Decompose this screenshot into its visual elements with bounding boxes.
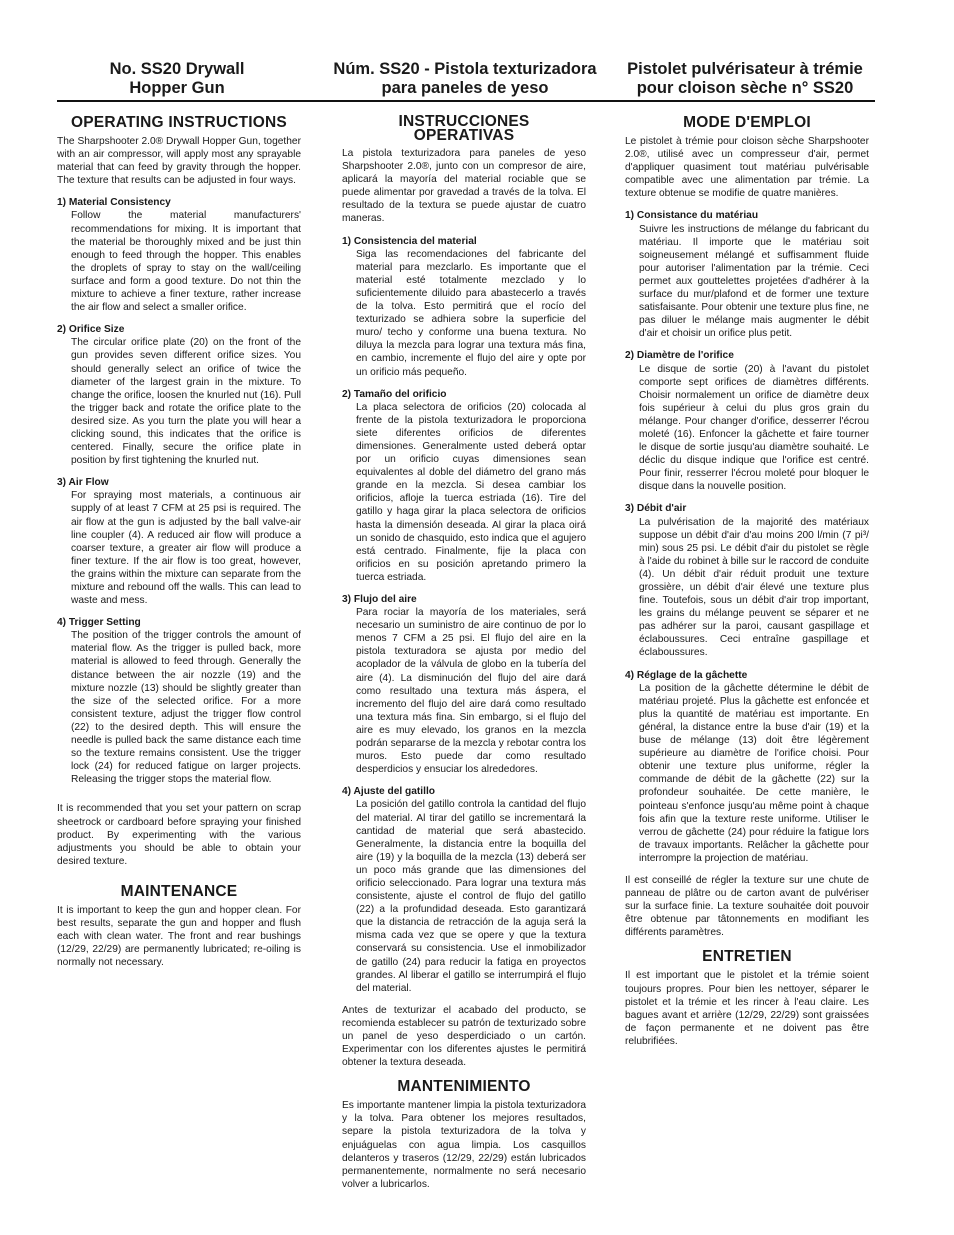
title-english	[57, 60, 297, 98]
section-heading-operating: INSTRUCCIONES OPERATIVAS	[398, 113, 530, 144]
subsection-body: Suivre les instructions de mélange du fabricant du matériau. Il importe que le matériau soit soigneusement mélangé et suffisamment fluide pour autoriser l'alimentation par la trémie. Ceci permet aux gouttelettes projetées d'adhérer à la surface du mur/plafond et de former une texture satisfaisante. Pour obtenir une texture plus fine, ne pas diluer le mélange mais augmenter le débit d'air et choisir un orifice plus petit.	[639, 223, 869, 340]
section-heading-maintenance: MANTENIMIENTO	[397, 1078, 531, 1096]
closing-paragraph: Antes de texturizar el acabado del producto, se recomienda establecer su patrón de texturizado sobre un panel de yeso desperdiciado o un cartón. Experimentar con los diferentes ajustes le permitirá obtener la textura deseada.	[342, 1004, 586, 1069]
subsection-body: For spraying most materials, a continuous air supply of at least 7 CFM at 25 psi is required. The air flow at the gun is adjusted by the ball valve-air line coupler (4). A reduced air flow will produce a coarser texture, a greater air flow will produce a finer texture. If the air flow is too great, however, the grains within the mixture can separate from the mixture and rebound off the walls. This can lead to waste and mess.	[71, 490, 301, 607]
subsection-body: Para rociar la mayoría de los materiales, será necesario un suministro de aire continuo de por lo menos 7 CFM a 25 psi. El flujo del aire en la pistola texturadora se ajusta por medio del acoplador de la válvula de globo en la tubería del aire (4). La disminución del flujo del aire dará como resultado una textura más áspera, el incremento del flujo del aire dará como resultado una textura más fina. Sin embargo, si el flujo del aire es muy elevado, los granos en la mezcla podrán separarse de la mezcla y rebotar contra los muros. Esto puede dar como resultado desperdicios y ensuciar los alrededores.	[356, 607, 586, 776]
title-spanish-line1: Núm. SS20 - Pistola texturizadora	[333, 60, 597, 78]
intro-paragraph: La pistola texturizadora para paneles de yeso Sharpshooter 2.0®, junto con un compresor de aire, aplicará la mayoría del material rociable que se puede alimentar por gravedad a través de la tolva. El resultado de la textura se puede ajustar de cuatro maneras.	[342, 148, 586, 225]
subsection-body: Le disque de sortie (20) à l'avant du pistolet comporte sept orifices de diamètres différents. Choisir normalement un orifice de diamètre deux fois supérieur à celui du plus gros grain du mélange. Pour changer d'orifice, desserrer l'écrou moleté (16). Enfoncer la gâchette et faire tourner le disque de sortie jusqu'au diamètre souhaité. Le déclic du disque indique que l'orifice est centré. Pour finir, resserrer l'écrou moleté pour bloquer le disque dans la nouvelle position.	[639, 363, 869, 493]
title-french-line2: pour cloison sèche n° SS20	[636, 79, 854, 97]
subsection-title: 4) Trigger Setting	[57, 617, 141, 629]
subsection-title: 3) Débit d'air	[625, 503, 687, 515]
subsection-title: 1) Consistance du matériau	[625, 210, 759, 222]
subsection-title: 1) Material Consistency	[57, 197, 171, 209]
intro-paragraph: The Sharpshooter 2.0® Drywall Hopper Gun, together with an air compressor, will apply most any sprayable material that can feed by gravity through the hopper. The texture that results can be adjusted in four ways.	[57, 136, 301, 187]
subsection-title: 2) Diamètre de l'orifice	[625, 350, 734, 362]
intro-paragraph: Le pistolet à trémie pour cloison sèche Sharpshooter 2.0®, utilisé avec un compresseur d'air, permet d'appliquer quasiment tout matériau pulvérisable compatible avec une alimentation par trémie. La texture obtenue se modifie de quatre manières.	[625, 136, 869, 200]
maintenance-paragraph: Es importante mantener limpia la pistola texturizadora y la tolva. Para obtener los mejores resultados, separe la pistola texturizadora de la tolva y enjuáguelas con agua limpia. Los casquillos delanteros y traseros (12/29, 22/29) están lubricados permanentemente, normalmente no será necesario volver a lubricarlos.	[342, 1100, 586, 1190]
title-english-line2: Hopper Gun	[129, 79, 225, 97]
closing-paragraph: It is recommended that you set your pattern on scrap sheetrock or cardboard before spraying your finished product. By experimenting with the various adjustments you should be able to obtain your desired texture.	[57, 803, 301, 867]
subsection-title: 3) Air Flow	[57, 477, 109, 489]
section-heading-maintenance: ENTRETIEN	[702, 948, 792, 966]
maintenance-paragraph: Il est important que le pistolet et la trémie soient toujours propres. Pour bien les nettoyer, séparer le pistolet et la trémie et les rincer à l'eau claire. Les bagues avant et arrière (12/29, 22/29) sont graissées de façon permanente et ne doivent pas être relubrifiées.	[625, 970, 869, 1047]
subsection-title: 2) Orifice Size	[57, 324, 125, 336]
subsection-title: 2) Tamaño del orificio	[342, 388, 447, 400]
title-french-line1: Pistolet pulvérisateur à trémie	[627, 60, 863, 78]
column-french	[625, 115, 869, 1057]
title-english-line1: No. SS20 Drywall	[109, 60, 245, 78]
subsection-body: The position of the trigger controls the amount of material flow. As the trigger is pulled back, more material is allowed to feed through. Generally the distance between the air nozzle (19) and the mixture nozzle (13) should be slightly greater than the size of the selected orifice. For a more consistent texture, adjust the trigger flow control (22) to the desired depth. This will ensure the needle is pulled back the same distance each time so the texture remains consistent. Use the trigger lock (24) for reduced fatigue on larger projects. Releasing the trigger stops the material flow.	[71, 630, 301, 786]
subsection-body: Follow the material manufacturers' recommendations for mixing. It is important that the material be thoroughly mixed and be just thin enough to feed through the hopper. This enables the droplets of spray to stay on the wall/ceiling surface and form a good texture. Do not thin the mixture to achieve a finer texture, rather increase the air flow and select a smaller orifice.	[71, 210, 301, 314]
subsection-body: La position de la gâchette détermine le débit de matériau projeté. Plus la gâchette est enfoncée et plus la quantité de matériau est importante. En général, la distance entre la buse d'air (19) et la buse de mélange (13) doit être légèrement supérieure au diamètre de l'orifice choisi. Pour obtenir une texture plus uniforme, régler la commande de débit de la gâchette (22) sur la profondeur souhaitée. De cette manière, le pointeau s'enfonce jusqu'au même point à chaque fois afin que la texture reste uniforme. Utiliser le verrou de gâchette (24) pour réduire la fatigue lors de travaux importants. Relâcher la gâchette pour interrompre la projection de matériau.	[639, 682, 869, 864]
title-french	[615, 60, 875, 98]
closing-paragraph: Il est conseillé de régler la texture sur une chute de panneau de plâtre ou de carton avant de pulvériser sur la surface finie. La texture souhaitée doit pouvoir être obtenue par tâtonnements en modifiant les différents paramètres.	[625, 874, 869, 939]
section-heading-maintenance: MAINTENANCE	[120, 882, 238, 900]
section-heading-operating: OPERATING INSTRUCTIONS	[71, 114, 287, 131]
section-heading-operating: MODE D'EMPLOI	[683, 114, 811, 131]
subsection-body: La posición del gatillo controla la cantidad del flujo del material. Al tirar del gatillo se incrementará la cantidad de material que será abastecido. Generalmente, la distancia entre la boquilla del aire (19) y la boquilla de la mezcla (13) deberá ser un poco más grande que las dimensiones del orificio seleccionado. Para lograr una textura más consistente, ajuste el control de flujo del gatillo (22) a la profundidad deseada. Esto garantizará que la distancia de retracción de la aguja será la misma cada vez que se opere y que la textura conservará su consistencia. Use el inmobilizador de gatillo (24) para reducir la fatiga en proyectos grandes. Al liberar el gatillo se interrumpirá el flujo del material.	[356, 799, 586, 994]
title-spanish-line2: para paneles de yeso	[381, 79, 549, 97]
column-spanish	[342, 115, 586, 1200]
maintenance-paragraph: It is important to keep the gun and hopper clean. For best results, separate the gun and hopper and flush each with clean water. The front and rear bushings (12/29, 22/29) are permanently lubricated; re-oiling is normally not necessary.	[57, 904, 301, 969]
title-spanish	[330, 60, 600, 98]
title-divider	[57, 100, 875, 102]
subsection-body: La pulvérisation de la majorité des matériaux suppose un débit d'air d'au moins 200 l/min (7 pi³/ min) sous 25 psi. Le débit d'air du pistolet se règle à l'aide du robinet à bille sur le raccord de conduite (4). Un débit d'air réduit produit une texture grossière, un débit d'air élevé une texture plus fine. Toutefois, sous un débit d'air trop important, les grains du mélange peuvent se séparer et ne pas adhérer sur la paroi, causant gaspillage et éclaboussures. Ceci entraîne gaspillage et éclaboussures.	[639, 516, 869, 659]
column-english	[57, 115, 301, 978]
subsection-title: 1) Consistencia del material	[342, 235, 477, 247]
subsection-body: The circular orifice plate (20) on the front of the gun provides seven different orifice sizes. You should generally select an orifice of twice the diameter of the largest grain in the mixture. To change the orifice, loosen the knurled nut (16). Pull the trigger back and rotate the orifice plate to the desired size. As you turn the plate you will hear a clicking sound, this indicates that the orifice is centered. Finally, secure the orifice plate in position by first tightening the knurled nut.	[71, 337, 301, 467]
subsection-title: 4) Ajuste del gatillo	[342, 786, 436, 798]
subsection-title: 4) Réglage de la gâchette	[625, 669, 748, 681]
subsection-title: 3) Flujo del aire	[342, 594, 417, 605]
subsection-body: Siga las recomendaciones del fabricante del material para mezclarlo. Es importante que el material esté totalmente mezclado y lo suficientemente diluido para abastecerlo a través de la tolva. Esto permitirá que el rocío del texturizado se adhiera sobre la superficie del muro/ techo y conforme una buena textura. No diluya la mezcla para lograr una textura más fina, en cambio, incremente el flujo del aire y opte por un orificio más pequeño.	[356, 248, 586, 378]
subsection-body: La placa selectora de orificios (20) colocada al frente de la pistola texturizadora le proporciona siete diferentes orificios de diferentes dimensiones. Generalmente usted deberá optar por un orificio cuyas dimensiones sean equivalentes al doble del diámetro del grano más grande en la mezcla. Si desea cambiar los orificios, afloje la tuerca estriada (16). Tire del gatillo y haga girar la placa selectora de orificios hasta la dimensión deseada. Al girar la placa oirá un sonido de chasquido, esto indica que el agujero está centrado. Finalmente, fije la placa con orificios en su posición apretando primero la tuerca estriada.	[356, 401, 586, 583]
